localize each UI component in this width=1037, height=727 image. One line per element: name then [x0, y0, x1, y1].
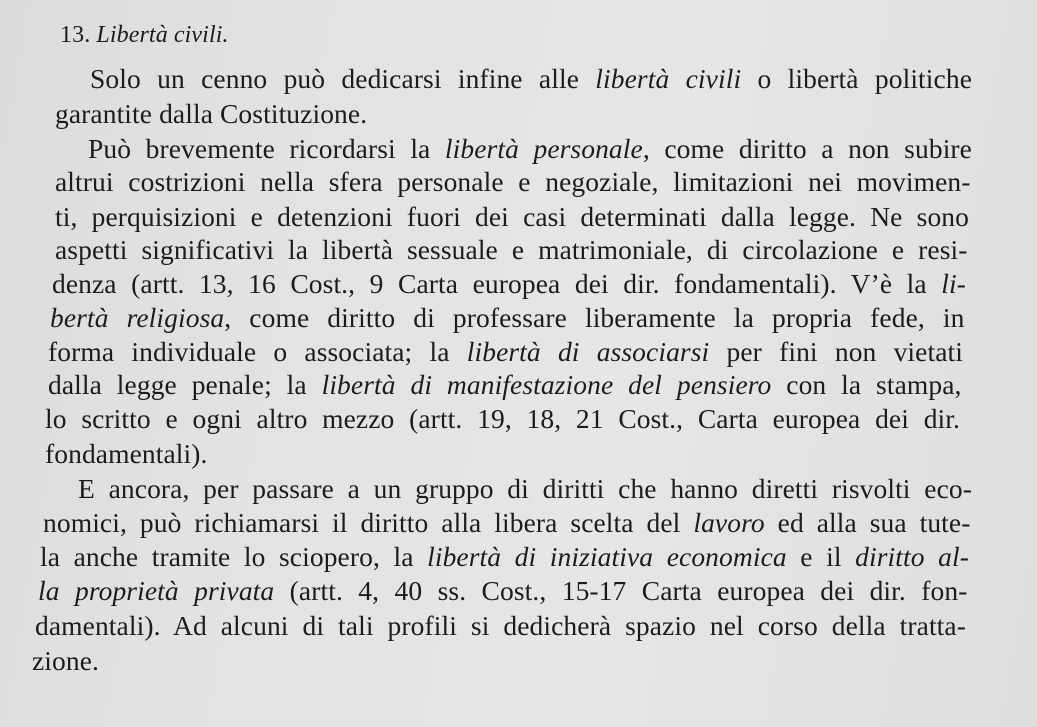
italic-text: bertà religiosa	[50, 302, 225, 333]
text-run: e il	[786, 541, 856, 572]
text-run: , come diritto a non subire	[642, 133, 972, 164]
text-run: aspetti significativi la libertà sessuale e matrimoniale, di circolazione e resi-	[55, 234, 968, 265]
text-line	[48, 368, 962, 402]
text-line	[48, 335, 963, 369]
text-line	[43, 506, 970, 540]
text-line	[78, 472, 972, 506]
text-run: Solo un cenno può dedicarsi infine alle	[90, 63, 596, 94]
text-run: E ancora, per passare a un gruppo di diritti che hanno diretti risvolti eco-	[78, 473, 972, 504]
text-run: fondamentali).	[45, 438, 208, 469]
italic-text: libertà di manifestazione del pensiero	[321, 369, 772, 400]
text-line	[35, 609, 966, 643]
text-line	[88, 132, 972, 166]
text-line	[50, 301, 965, 335]
italic-text: libertà civili	[595, 63, 742, 94]
text-line	[55, 165, 971, 199]
text-line	[90, 62, 972, 96]
section-heading	[60, 18, 229, 52]
text-line	[55, 200, 969, 234]
text-run: per fini non vietati	[709, 336, 964, 367]
section-number: 13.	[60, 22, 91, 48]
italic-text: diritto al-	[855, 541, 970, 572]
text-run: la anche tramite lo sciopero, la	[40, 541, 428, 572]
italic-text: lavoro	[693, 507, 765, 538]
italic-text: libertà di associarsi	[466, 336, 710, 367]
italic-text: libertà di iniziativa economica	[427, 541, 787, 572]
text-line	[45, 437, 208, 471]
text-line	[52, 267, 966, 301]
text-run: forma individuale o associata; la	[48, 336, 467, 367]
text-run: ed alla sua tute-	[764, 507, 971, 538]
text-run: o libertà politiche	[741, 63, 972, 94]
text-line	[40, 540, 969, 574]
text-run: altrui costrizioni nella sfera personale e negoziale, limitazioni nei movimen-	[55, 166, 971, 197]
text-run: lo scritto e ogni altro mezzo (artt. 19, 18, 21 Cost., Carta europea dei dir.	[45, 403, 960, 434]
text-run: Può brevemente ricordarsi la	[88, 133, 445, 164]
text-run: denza (artt. 13, 16 Cost., 9 Carta europea dei dir. fondamentali). V’è la	[52, 268, 942, 299]
text-run: damentali). Ad alcuni di tali profili si dedicherà spazio nel corso della tratta-	[35, 610, 966, 641]
text-line	[38, 574, 968, 608]
text-line	[45, 402, 960, 436]
text-run: nomici, può richiamarsi il diritto alla libera scelta del	[43, 507, 694, 538]
text-line	[55, 233, 968, 267]
text-run: dalla legge penale; la	[48, 369, 322, 400]
text-run: garantite dalla Costituzione.	[55, 98, 368, 129]
text-run: (artt. 4, 40 ss. Cost., 15-17 Carta europea dei dir. fon-	[274, 575, 968, 606]
italic-text: la proprietà privata	[38, 575, 275, 606]
text-run: con la stampa,	[771, 369, 962, 400]
text-line	[32, 644, 99, 678]
text-run: ti, perquisizioni e detenzioni fuori dei casi determinati dalla legge. Ne sono	[55, 201, 969, 232]
italic-text: libertà personale	[444, 133, 643, 164]
section-title: Libertà civili.	[96, 22, 229, 48]
text-run: zione.	[32, 645, 100, 676]
italic-text: li-	[941, 268, 966, 299]
text-run: , come diritto di professare liberamente la propria fede, in	[224, 302, 965, 333]
text-line	[55, 97, 367, 131]
